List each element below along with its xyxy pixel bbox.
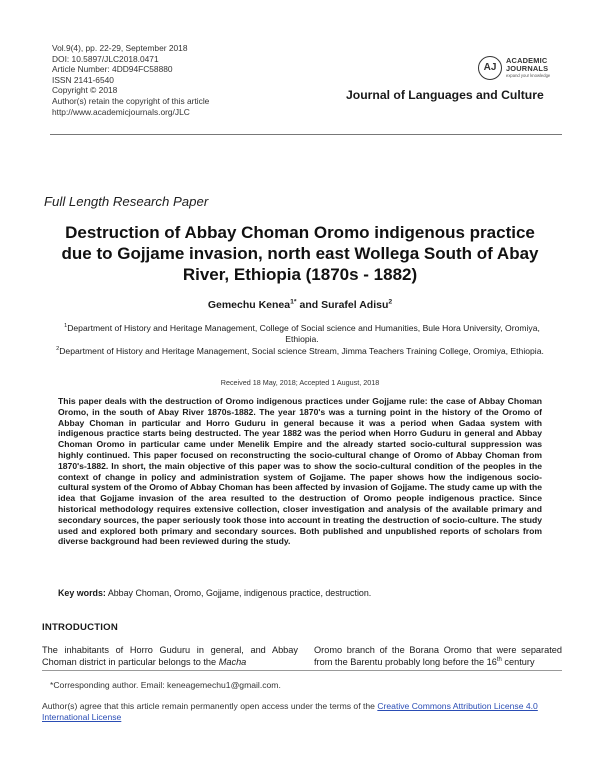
author-2-sup: 2	[388, 298, 393, 306]
author-1: Gemechu Kenea	[207, 299, 291, 311]
intro-col1-text: The inhabitants of Horro Guduru in general, and Abbay Choman district in particular belongs to the	[42, 645, 298, 667]
intro-column-1	[42, 644, 298, 668]
author-and: and	[299, 299, 319, 311]
abstract: This paper deals with the destruction of Oromo indigenous practices under Gojjame rule: the case of Abbay Choman Oromo, in the south of Abay River 1870s-1882. The year 1870's was a turning point in the history of the Oromo of Abbay Choman in particular and Horro Guduru in general because it was a period when Gadaa system with indigenous practice starts being destructed. The year 1882 was the period when Horro Guduru in general and Abbay Choman Oromo in particular came under Menelik Empire and the already started socio-cultural suppression was highly continued. This paper focused on reconstructing the socio-cultural change of Oromo of Abbay Choman from 1870's-1882. In short, the main objective of this paper was to show the socio-cultural condition of the peoples in the context of change in policy and administration system of Gojjame. The paper shows how the indigenous socio-cultural system of the Oromo of Abbay Choman has been affected by invasion of Gojjame. The study came up with the idea that Gojjame invasion of the area resulted to the destruction of Oromo people indigenous practice. Since historical methodology requires extensive collection, closer investigation and analysis of the available primary and secondary sources, the paper seriously took those into account in treating the destruction of socio-culture. The study used and explored both primary and secondary sources. Both published and unpublished reports of scholars from diverse background had been reviewed during the study.	[58, 396, 542, 547]
journal-name: Journal of Languages and Culture	[346, 88, 544, 102]
intro-col1-italic: Macha	[218, 657, 247, 667]
affiliation-2-sup: 2	[56, 346, 60, 353]
logo-mark: AJ	[478, 56, 502, 80]
meta-rights: Author(s) retain the copyright of this article	[52, 95, 210, 106]
license-link[interactable]: Creative Commons Attribution License 4.0 International License	[42, 701, 538, 722]
keywords-label: Key words:	[58, 588, 106, 598]
meta-doi: DOI: 10.5897/JLC2018.0471	[52, 53, 159, 64]
keywords-text: Abbay Choman, Oromo, Gojjame, indigenous practice, destruction.	[107, 588, 372, 598]
affiliation-2-text: Department of History and Heritage Management, Social science Stream, Jimma Teachers Training College, Oromiya, Ethiopia.	[59, 346, 544, 356]
paper-type: Full Length Research Paper	[44, 194, 209, 209]
affiliation-1-text: Department of History and Heritage Management, College of Social science and Humanities, Bule Hora University, Oromiya, Ethiopia.	[67, 323, 540, 344]
keywords	[58, 588, 542, 599]
footnote-divider	[42, 670, 562, 671]
affiliation-1	[52, 323, 552, 345]
meta-volume: Vol.9(4), pp. 22-29, September 2018	[52, 43, 188, 53]
intro-col2-sup: th	[496, 656, 502, 663]
received-accepted-dates: Received 18 May, 2018; Accepted 1 August, 2018	[220, 378, 380, 387]
header-divider	[50, 134, 562, 135]
meta-copyright: Copyright © 2018	[52, 85, 118, 96]
license-note	[42, 701, 562, 723]
logo-tagline: expand your knowledge	[506, 73, 551, 78]
logo-line1: ACADEMIC	[506, 56, 548, 65]
intro-column-2	[314, 644, 562, 668]
intro-col2-after: century	[504, 657, 535, 667]
introduction-heading: INTRODUCTION	[42, 622, 118, 633]
meta-article-number: Article Number: 4DD94FC58880	[52, 64, 173, 75]
license-text: Author(s) agree that this article remain permanently open access under the terms of the	[42, 701, 375, 711]
meta-url[interactable]: http://www.academicjournals.org/JLC	[52, 106, 190, 117]
author-list	[0, 299, 600, 311]
affiliation-2	[44, 346, 556, 357]
intro-col2-text: Oromo branch of the Borana Oromo that were separated from the Barentu probably long before the 16	[314, 645, 562, 667]
academic-journals-logo	[478, 52, 568, 84]
corresponding-author-note: *Corresponding author. Email: keneagemechu1@gmail.com.	[50, 680, 281, 690]
affiliation-1-sup: 1	[64, 323, 68, 330]
author-2: Surafel Adisu	[321, 299, 389, 311]
meta-issn: ISSN 2141-6540	[52, 74, 114, 85]
author-1-sup: 1*	[290, 298, 297, 306]
article-metadata	[52, 43, 209, 117]
logo-line2: JOURNALS	[506, 64, 549, 73]
paper-title: Destruction of Abbay Choman Oromo indigenous practice due to Gojjame invasion, north east Wollega South of Abay River, Ethiopia (1870s - 1882)	[61, 223, 539, 284]
